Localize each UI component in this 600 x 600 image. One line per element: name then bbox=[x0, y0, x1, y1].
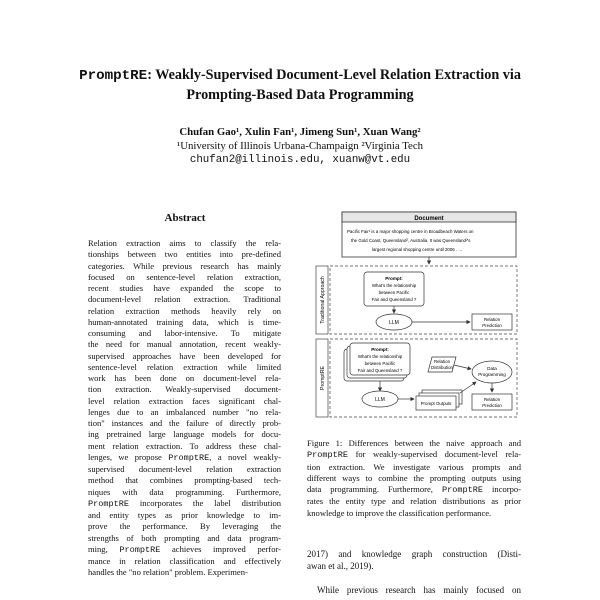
promptre-prompt-line3: Fair and Queensland ? bbox=[357, 368, 403, 373]
figure-diagram bbox=[314, 210, 520, 428]
traditional-label: Traditional Approach bbox=[320, 276, 326, 324]
caption-line: data programming. Furthermore, PromptRE incorpo- bbox=[307, 484, 521, 496]
relation-distribution-l2: Distribution bbox=[431, 365, 453, 370]
abstract-line: recent studies have expanded the scope to bbox=[88, 283, 281, 293]
arrow-outputs-dp bbox=[460, 382, 476, 393]
data-programming-l2: Programming bbox=[478, 372, 506, 377]
caption-line: tion extraction. We investigate various prompts and bbox=[307, 461, 521, 472]
abstract-heading: Abstract bbox=[164, 212, 206, 224]
caption-line: knowledge to improve the classification performance. bbox=[307, 507, 492, 518]
right-body-line3: While previous research has mainly focused on bbox=[317, 585, 521, 595]
abstract-line: handles the "no relation" problem. Experimen- bbox=[88, 567, 248, 578]
title-line2: Prompting-Based Data Programming bbox=[186, 87, 414, 103]
title-prefix: PromptRE bbox=[79, 68, 148, 84]
abstract-line: lenges, we propose PromptRE, a novel weakly- bbox=[88, 451, 281, 463]
right-body-line2: awan et al., 2019). bbox=[307, 561, 374, 571]
abstract-line: human-annotated training data, which is time- bbox=[88, 316, 281, 327]
arrow-distribution-dp bbox=[454, 365, 471, 369]
abstract-line: the need for manual annotation, recent weakly- bbox=[88, 339, 281, 350]
promptre-prediction-l2: Prediction bbox=[482, 403, 502, 408]
abstract-line: work has been done on document-level rela- bbox=[88, 373, 281, 383]
promptre-prompt-line1: What's the relationship bbox=[357, 354, 403, 359]
abstract-line: sentence-level relation extraction while limited bbox=[88, 361, 281, 372]
abstract-line: Relation extraction aims to classify the rela- bbox=[88, 238, 281, 248]
traditional-prompt-head: Prompt: bbox=[385, 276, 403, 281]
document-header: Document bbox=[414, 216, 444, 222]
author-block bbox=[60, 125, 540, 167]
abstract-line: and entity types as prior knowledge to im- bbox=[88, 510, 281, 520]
figure-caption bbox=[307, 438, 521, 519]
promptre-label: PromptRE bbox=[320, 366, 326, 390]
caption-line: rates the entity type and relation distributions as prior bbox=[307, 496, 521, 507]
abstract-line: mance in relation classification and effectively bbox=[88, 556, 281, 566]
traditional-prediction-l2: Prediction bbox=[482, 323, 502, 328]
caption-line: PromptRE for weakly-supervised document-level rela- bbox=[307, 449, 521, 461]
abstract-line: niques with data programming. Furthermore, bbox=[88, 486, 281, 497]
abstract-line: consuming and labor-intensive. To mitigate bbox=[88, 328, 281, 338]
abstract-line: supervised approaches have been developed for bbox=[88, 350, 281, 361]
paper-title bbox=[60, 66, 540, 105]
caption-line: different ways to combine the prompting outputs using bbox=[307, 472, 521, 483]
abstract-line: strengths of both prompting and data program- bbox=[88, 532, 281, 543]
document-text-1: Pacific Fair¹ is a major shopping centre in Broadbeach Waters on bbox=[347, 229, 474, 234]
prompt-outputs-label: Prompt Outputs bbox=[420, 401, 452, 406]
document-text-3: largest regional shopping centre until 2006 . ... bbox=[372, 247, 463, 252]
traditional-prompt-line1: What's the relationship bbox=[371, 283, 417, 288]
abstract-line: relation extraction methods heavily rely on bbox=[88, 305, 281, 316]
promptre-llm-label: LLM bbox=[375, 397, 385, 403]
right-column-body bbox=[307, 548, 521, 596]
abstract-line: ing pretrained large language models for docu- bbox=[88, 429, 281, 440]
abstract-line: tion" instances and the failure of directly prob- bbox=[88, 418, 281, 428]
abstract-line: focused on sentence-level relation extraction, bbox=[88, 271, 281, 282]
traditional-prompt-line3: Fair and Queensland ? bbox=[371, 297, 417, 302]
abstract-line: supervised document-level relation extraction bbox=[88, 464, 281, 474]
promptre-prompt-line2: between Pacific bbox=[364, 361, 396, 366]
right-body-line1: 2017) and knowledge graph construction (Disti- bbox=[307, 549, 521, 559]
title-line1: : Weakly-Supervised Document-Level Relation Extraction via bbox=[147, 67, 521, 83]
abstract-line: tionships between two entities into pre-defined bbox=[88, 249, 281, 260]
abstract-line: categories. While previous research has mainly bbox=[88, 260, 281, 271]
author-names: Chufan Gao¹, Xulin Fan¹, Jimeng Sun¹, Xuan Wang² bbox=[179, 126, 421, 138]
document-text-2: the Gold Coast, Queensland², Australia. It was Queensland²'s bbox=[351, 238, 471, 243]
abstract-line: ming, PromptRE achieves improved perfor- bbox=[88, 543, 281, 555]
abstract-line: prove the performance. By leveraging the bbox=[88, 521, 281, 532]
relation-distribution-l1: Relation bbox=[433, 359, 451, 364]
abstract-line: PromptRE incorporates the label distribution bbox=[88, 497, 281, 509]
author-affiliations: ¹University of Illinois Urbana-Champaign ²Virginia Tech bbox=[176, 140, 424, 152]
abstract-line: method that combines prompting-based tech- bbox=[88, 475, 281, 486]
promptre-prompt-head: Prompt: bbox=[371, 347, 389, 352]
author-emails: chufan2@illinois.edu, xuanw@vt.edu bbox=[189, 154, 411, 166]
abstract-line: tion extraction. Weakly-supervised document- bbox=[88, 384, 281, 395]
figure-1 bbox=[314, 210, 520, 428]
abstract-line: ment relation extraction. To address these chal- bbox=[88, 440, 281, 451]
traditional-prediction-l1: Relation bbox=[483, 317, 501, 322]
promptre-prediction-l1: Relation bbox=[483, 397, 501, 402]
traditional-prompt-line2: between Pacific bbox=[378, 290, 410, 295]
abstract-line: lenges due to an imbalanced number "no rela- bbox=[88, 406, 281, 417]
caption-line: Figure 1: Differences between the naive approach and bbox=[307, 438, 521, 448]
abstract-line: level relation extraction faces significant chal- bbox=[88, 395, 281, 406]
abstract-line: document-level relation extraction. Traditional bbox=[88, 294, 281, 305]
data-programming-l1: Data bbox=[487, 366, 497, 371]
traditional-llm-label: LLM bbox=[389, 320, 399, 326]
abstract-text bbox=[88, 238, 281, 579]
